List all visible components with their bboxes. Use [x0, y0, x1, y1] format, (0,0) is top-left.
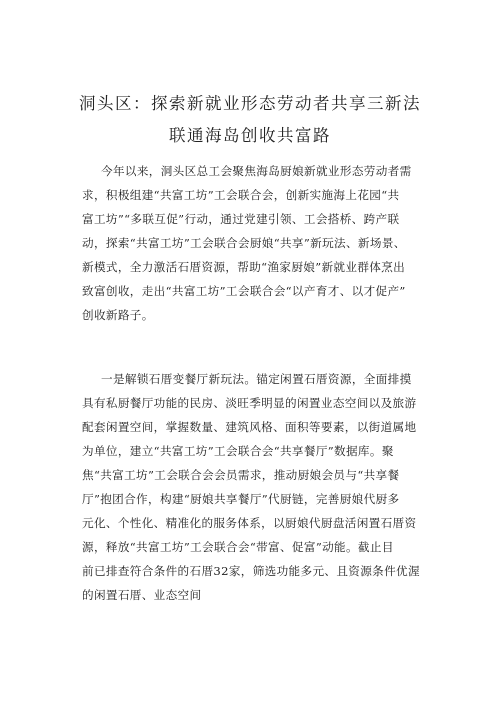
paragraph-line: 一是解锁石厝变餐厅新玩法。锚定闲置石厝资源，全面排摸 [101, 372, 412, 386]
paragraph-line: 动，探索“共富工坊”工会联合会厨娘“共享”新玩法、新场景、 [82, 236, 406, 250]
paragraph-line: 元化、个性化、精准化的服务体系，以厨娘代厨盘活闲置石厝资 [82, 516, 417, 530]
paragraph-line: 新模式，全力激活石厝资源，帮助“渔家厨娘”新就业群体烹出 [82, 260, 406, 274]
paragraph-line: 前已排查符合条件的石厝32家，筛选功能多元、且资源条件优渥 [82, 564, 420, 578]
document-title-line-2: 联通海岛创收共富路 [169, 126, 331, 145]
paragraph-line: 具有私厨餐厅功能的民房、淡旺季明显的闲置业态空间以及旅游 [82, 396, 417, 410]
paragraph-line: 求，积极组建“共富工坊”工会联合会，创新实施海上花园“共 [82, 188, 400, 202]
paragraph-line: 致富创收，走出“共富工坊”工会联合会“以产育才、以才促产” [82, 284, 406, 298]
paragraph-line: 配套闲置空间，掌握数量、建筑风格、面积等要素，以街道属地 [82, 420, 417, 434]
paragraph-line: 焦“共富工坊”工会联合会会员需求，推动厨娘会员与“共享餐 [82, 468, 400, 482]
paragraph-line: 的闲置石厝、业态空间 [82, 588, 202, 602]
document-title-line-1: 洞头区：探索新就业形态劳动者共享三新法 [79, 94, 421, 113]
paragraph-line: 厅”抱团合作，构建“厨娘共享餐厅”代厨链，完善厨娘代厨多 [82, 492, 400, 506]
paragraph-line: 为单位，建立“共富工坊”工会联合会“共享餐厅”数据库。聚 [82, 444, 394, 458]
paragraph-line: 富工坊”“多联互促”行动，通过党建引领、工会搭桥、跨产联 [82, 212, 400, 226]
paragraph-line: 创收新路子。 [82, 308, 154, 322]
paragraph-line: 源，释放“共富工坊”工会联合会“带富、促富”动能。截止目 [82, 540, 394, 554]
paragraph-line: 今年以来，洞头区总工会聚焦海岛厨娘新就业形态劳动者需 [101, 164, 412, 178]
